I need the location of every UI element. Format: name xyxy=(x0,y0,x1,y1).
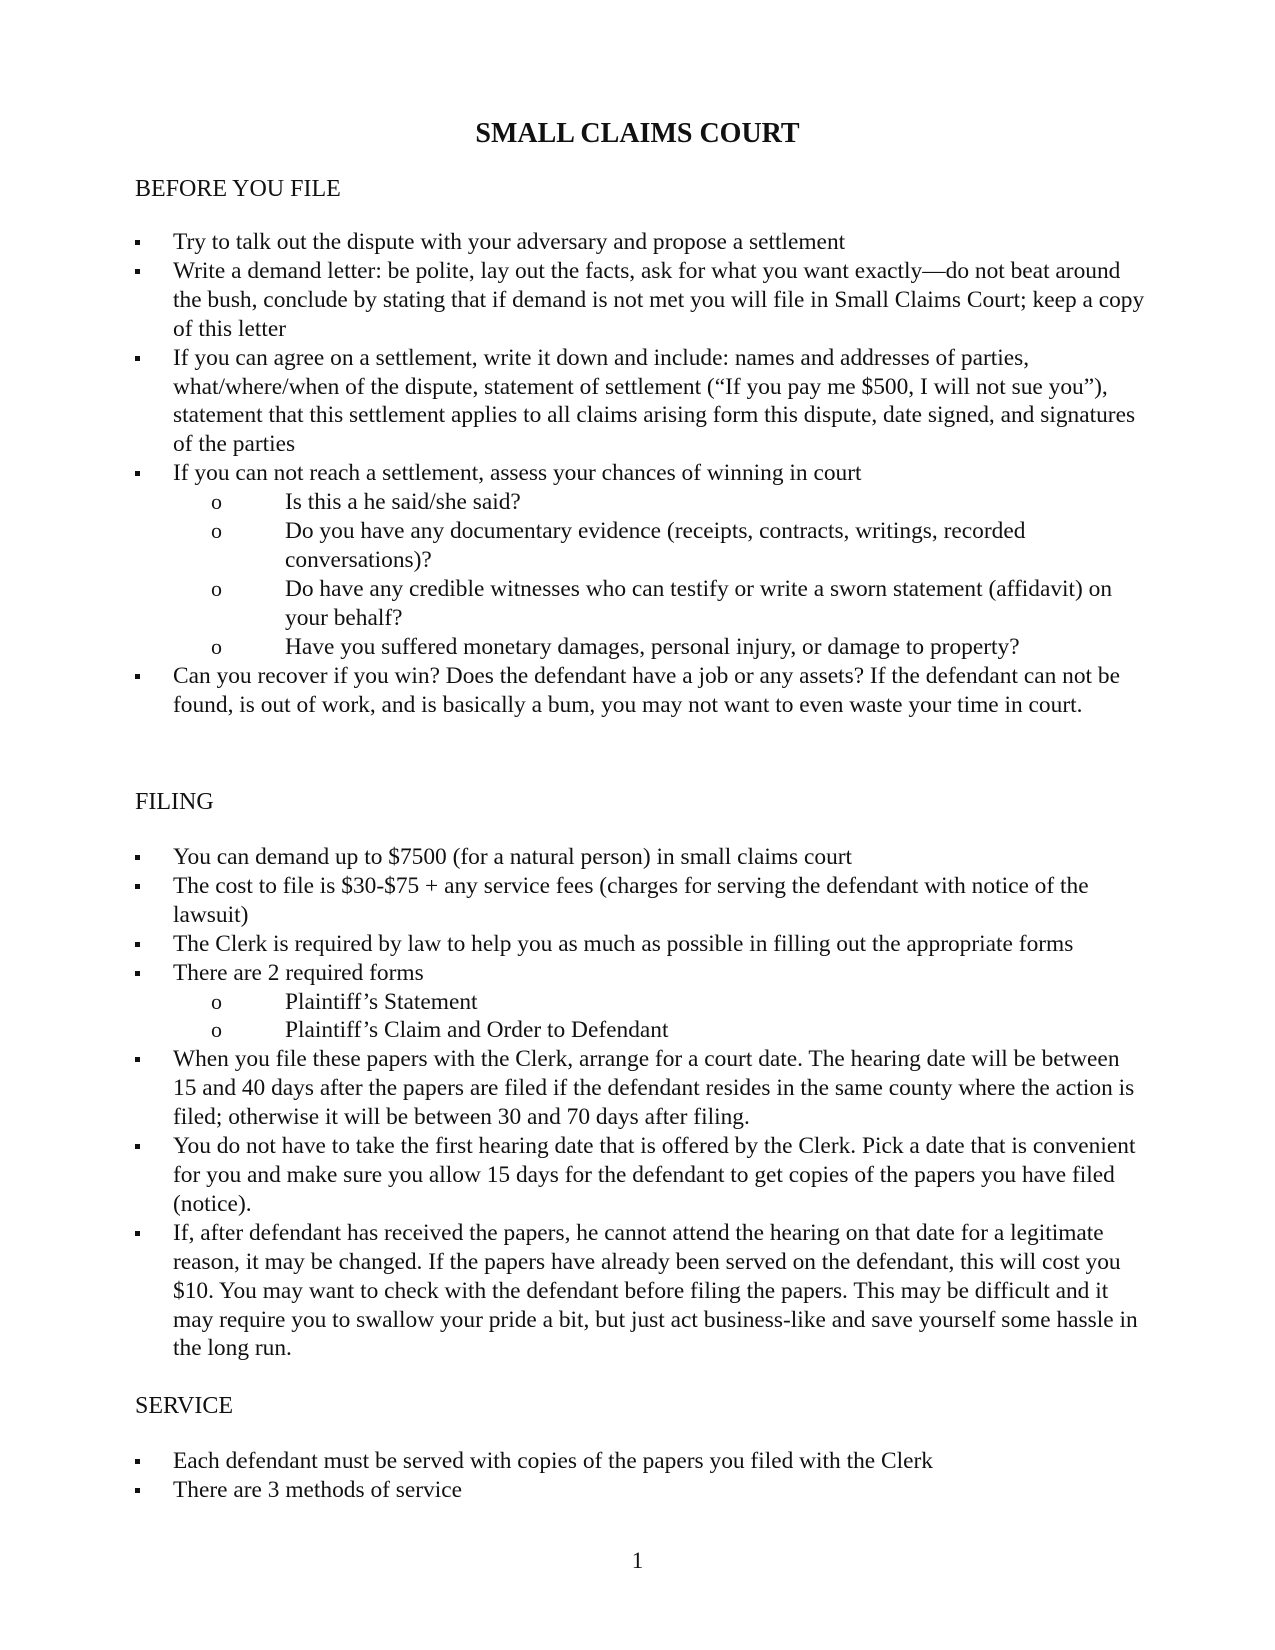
sublist-item-text: Plaintiff’s Statement xyxy=(285,988,478,1015)
square-bullet-icon xyxy=(135,1231,140,1236)
square-bullet-icon xyxy=(135,942,140,947)
sublist-item-text: Have you suffered monetary damages, personal injury, or damage to property? xyxy=(285,633,1020,660)
sublist-item xyxy=(135,988,1145,1017)
square-bullet-icon xyxy=(135,1057,140,1062)
list-item xyxy=(135,662,1145,720)
sublist-item xyxy=(135,575,1145,633)
square-bullet-icon xyxy=(135,1488,140,1493)
list-item xyxy=(135,843,1145,872)
sublist-item xyxy=(135,633,1145,662)
circle-bullet-icon: o xyxy=(211,1017,222,1043)
sublist-item xyxy=(135,517,1145,575)
list-item-text: Try to talk out the dispute with your adversary and propose a settlement xyxy=(173,229,846,255)
list-item-text: Each defendant must be served with copies of the papers you filed with the Clerk xyxy=(173,1448,933,1474)
square-bullet-icon xyxy=(135,356,140,361)
list-item-text: You do not have to take the first hearing date that is offered by the Clerk. Pick a date that is convenient for you and make sure you allow 15 days for the defendant to get copies of the papers you have filed (notice). xyxy=(173,1133,1136,1217)
square-bullet-icon xyxy=(135,855,140,860)
list-item xyxy=(135,959,1145,1046)
list-item xyxy=(135,930,1145,959)
list-item xyxy=(135,1447,1145,1476)
sublist-item xyxy=(135,1016,1145,1045)
list-item xyxy=(135,1476,1145,1505)
circle-bullet-icon: o xyxy=(211,489,222,515)
list-item xyxy=(135,1045,1145,1132)
list-item xyxy=(135,228,1145,257)
circle-bullet-icon: o xyxy=(211,633,222,659)
square-bullet-icon xyxy=(135,269,140,274)
list-item-text: Can you recover if you win? Does the defendant have a job or any assets? If the defendant can not be found, is out of work, and is basically a bum, you may not want to even waste your time in court. xyxy=(173,662,1120,718)
list-item-text: You can demand up to $7500 (for a natural person) in small claims court xyxy=(173,844,853,870)
list-item xyxy=(135,459,1145,661)
circle-bullet-icon: o xyxy=(211,518,222,544)
circle-bullet-icon: o xyxy=(211,575,222,601)
list-item-text: If you can not reach a settlement, assess your chances of winning in court xyxy=(173,460,862,487)
square-bullet-icon xyxy=(135,674,140,679)
circle-bullet-icon: o xyxy=(211,988,222,1014)
list-item-text: The Clerk is required by law to help you as much as possible in filling out the appropriate forms xyxy=(173,930,1074,957)
square-bullet-icon xyxy=(135,240,140,245)
list-item xyxy=(135,257,1145,344)
square-bullet-icon xyxy=(135,1459,140,1464)
list-item xyxy=(135,1219,1145,1364)
square-bullet-icon xyxy=(135,471,140,476)
sublist-item-text: Do you have any documentary evidence (receipts, contracts, writings, recorded conversations)? xyxy=(285,518,1026,573)
square-bullet-icon xyxy=(135,884,140,889)
sublist-item xyxy=(135,488,1145,517)
section-heading-filing: FILING xyxy=(135,789,214,815)
list-item-text: There are 3 methods of service xyxy=(173,1476,463,1503)
service-list xyxy=(135,1447,1145,1505)
list-item xyxy=(135,872,1145,930)
list-item-text: The cost to file is $30-$75 + any service fees (charges for serving the defendant with notice of the lawsuit) xyxy=(173,872,1089,928)
assessment-sublist xyxy=(135,488,1145,661)
square-bullet-icon xyxy=(135,971,140,976)
page-number: 1 xyxy=(631,1548,644,1573)
list-item-text: Write a demand letter: be polite, lay out the facts, ask for what you want exactly—do not beat around the bush, conclude by stating that if demand is not met you will file in Small Claims Court; keep a copy of this letter xyxy=(173,257,1145,342)
sublist-item-text: Do have any credible witnesses who can testify or write a sworn statement (affidavit) on your behalf? xyxy=(285,575,1113,631)
section-heading-service: SERVICE xyxy=(135,1393,234,1419)
list-item-text: If, after defendant has received the papers, he cannot attend the hearing on that date for a legitimate reason, it may be changed. If the papers have already been served on the defendant, this will cost you $10. You may want to check with the defendant before filing the papers. This may be difficult and it may require you to swallow your pride a bit, but just act business-like and save yourself some hassle in the long run. xyxy=(173,1219,1138,1362)
section-heading-before-you-file: BEFORE YOU FILE xyxy=(135,176,341,202)
document-title: SMALL CLAIMS COURT xyxy=(475,118,800,149)
filing-list xyxy=(135,843,1145,1363)
before-you-file-list xyxy=(135,228,1145,719)
list-item-text: If you can agree on a settlement, write it down and include: names and addresses of parties, what/where/when of the dispute, statement of settlement (“If you pay me $500, I will not sue you”), statement that this settlement applies to all claims arising form this dispute, date signed, and signatures of the parties xyxy=(173,344,1136,458)
square-bullet-icon xyxy=(135,1144,140,1149)
sublist-item-text: Is this a he said/she said? xyxy=(285,489,521,516)
list-item-text: When you file these papers with the Clerk, arrange for a court date. The hearing date will be between 15 and 40 days after the papers are filed if the defendant resides in the same county where the action is filed; otherwise it will be between 30 and 70 days after filing. xyxy=(173,1046,1135,1131)
list-item xyxy=(135,344,1145,460)
required-forms-sublist xyxy=(135,988,1145,1046)
sublist-item-text: Plaintiff’s Claim and Order to Defendant xyxy=(285,1017,669,1044)
list-item-text: There are 2 required forms xyxy=(173,959,424,986)
list-item xyxy=(135,1132,1145,1219)
